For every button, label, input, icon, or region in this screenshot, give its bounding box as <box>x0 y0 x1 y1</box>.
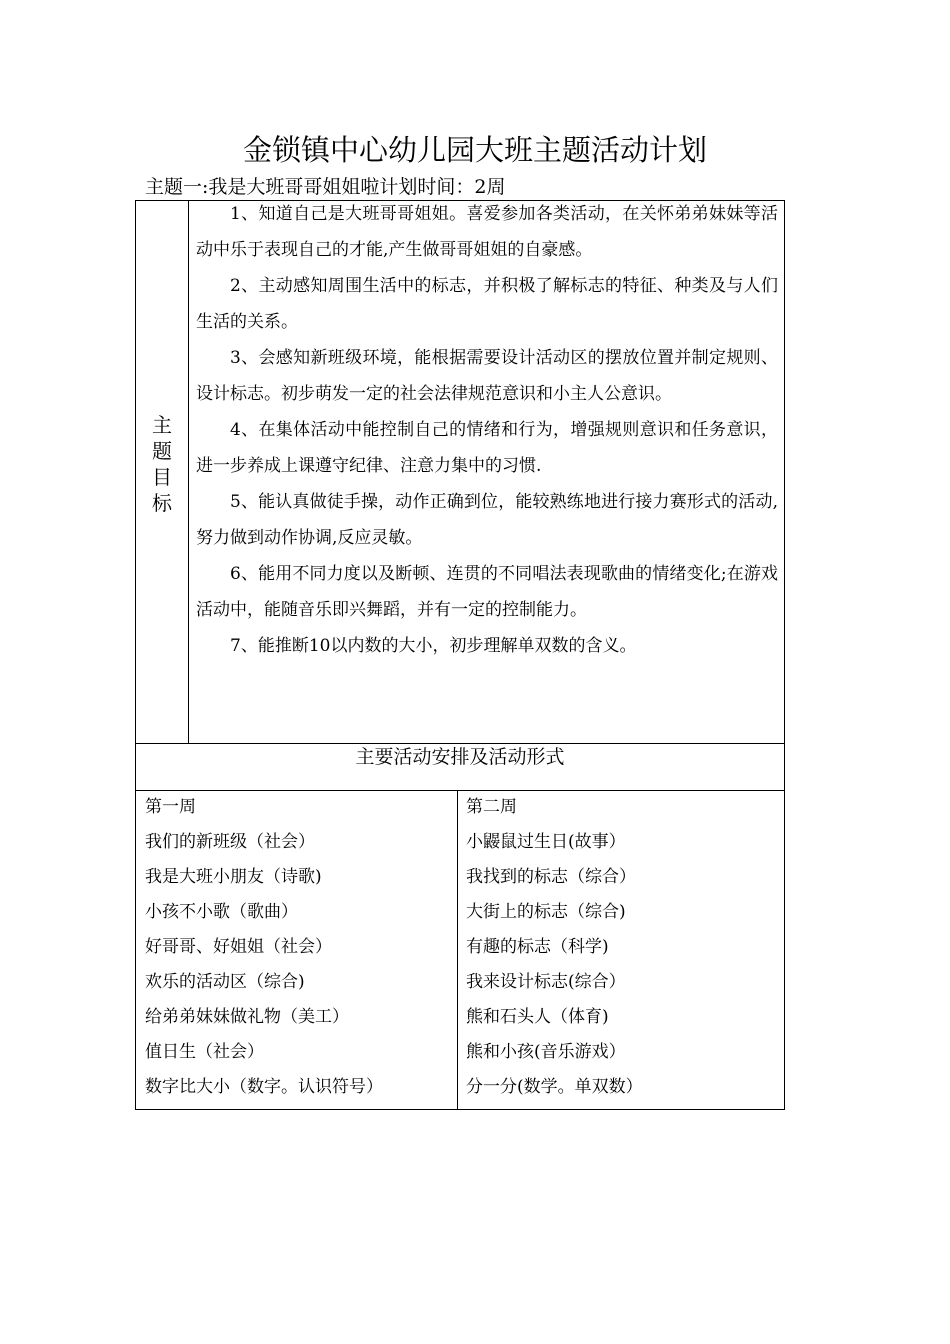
goals-list <box>196 196 778 664</box>
activity-item: 给弟弟妹妹做礼物（美工） <box>145 1007 349 1027</box>
document-title: 金锁镇中心幼儿园大班主题活动计划 <box>242 133 707 167</box>
week-column-divider <box>457 790 458 1110</box>
goal-item: 4、在集体活动中能控制自己的情绪和行为，增强规则意识和任务意识，进一步养成上课遵守纪律、注意力集中的习惯. <box>196 420 778 476</box>
goal-item: 1、知道自己是大班哥哥姐姐。喜爱参加各类活动，在关怀弟弟妹妹等活动中乐于表现自己的才能,产生做哥哥姐姐的自豪感。 <box>196 204 778 260</box>
week-two-column <box>466 790 776 1105</box>
goal-item: 3、会感知新班级环境，能根据需要设计活动区的摆放位置并制定规则、设计标志。初步萌发一定的社会法律规范意识和小主人公意识。 <box>196 348 778 404</box>
activity-item: 熊和石头人（体育) <box>466 1007 609 1027</box>
goals-label <box>136 412 188 516</box>
week-one-label: 第一周 <box>145 797 196 817</box>
activity-item: 我是大班小朋友（诗歌) <box>145 867 322 887</box>
week-one-column <box>145 790 450 1105</box>
activity-item: 熊和小孩(音乐游戏） <box>466 1042 626 1062</box>
activity-item: 有趣的标志（科学) <box>466 937 609 957</box>
activity-item: 分一分(数学。单双数） <box>466 1077 643 1097</box>
activity-item: 欢乐的活动区（综合) <box>145 972 305 992</box>
activity-item: 小孩不小歌（歌曲） <box>145 902 298 922</box>
goal-item: 5、能认真做徒手操，动作正确到位，能较熟练地进行接力赛形式的活动,努力做到动作协调,反应灵敏。 <box>196 492 778 548</box>
activity-item: 我找到的标志（综合） <box>466 867 636 887</box>
goals-label-char: 题 <box>152 439 172 463</box>
goals-label-char: 主 <box>152 413 172 437</box>
goals-label-char: 目 <box>152 465 172 489</box>
week-two-label: 第二周 <box>466 797 517 817</box>
activity-item: 我们的新班级（社会） <box>145 832 315 852</box>
goals-label-char: 标 <box>152 491 172 515</box>
activity-item: 大街上的标志（综合) <box>466 902 626 922</box>
goals-column-divider <box>188 200 189 743</box>
theme-subtitle: 主题一:我是大班哥哥姐姐啦计划时间：2周 <box>145 176 506 198</box>
activity-item: 好哥哥、好姐姐（社会） <box>145 937 332 957</box>
activity-item: 值日生（社会） <box>145 1042 264 1062</box>
goal-item: 2、主动感知周围生活中的标志，并积极了解标志的特征、种类及与人们生活的关系。 <box>196 276 778 332</box>
goal-item: 6、能用不同力度以及断顿、连贯的不同唱法表现歌曲的情绪变化;在游戏活动中，能随音乐即兴舞蹈，并有一定的控制能力。 <box>196 564 778 620</box>
activity-item: 我来设计标志(综合） <box>466 972 626 992</box>
activity-item: 数字比大小（数字。认识符号） <box>145 1077 383 1097</box>
goal-item: 7、能推断10以内数的大小，初步理解单双数的含义。 <box>230 636 637 656</box>
activity-item: 小鼹鼠过生日(故事） <box>466 832 626 852</box>
activities-heading: 主要活动安排及活动形式 <box>355 746 565 768</box>
